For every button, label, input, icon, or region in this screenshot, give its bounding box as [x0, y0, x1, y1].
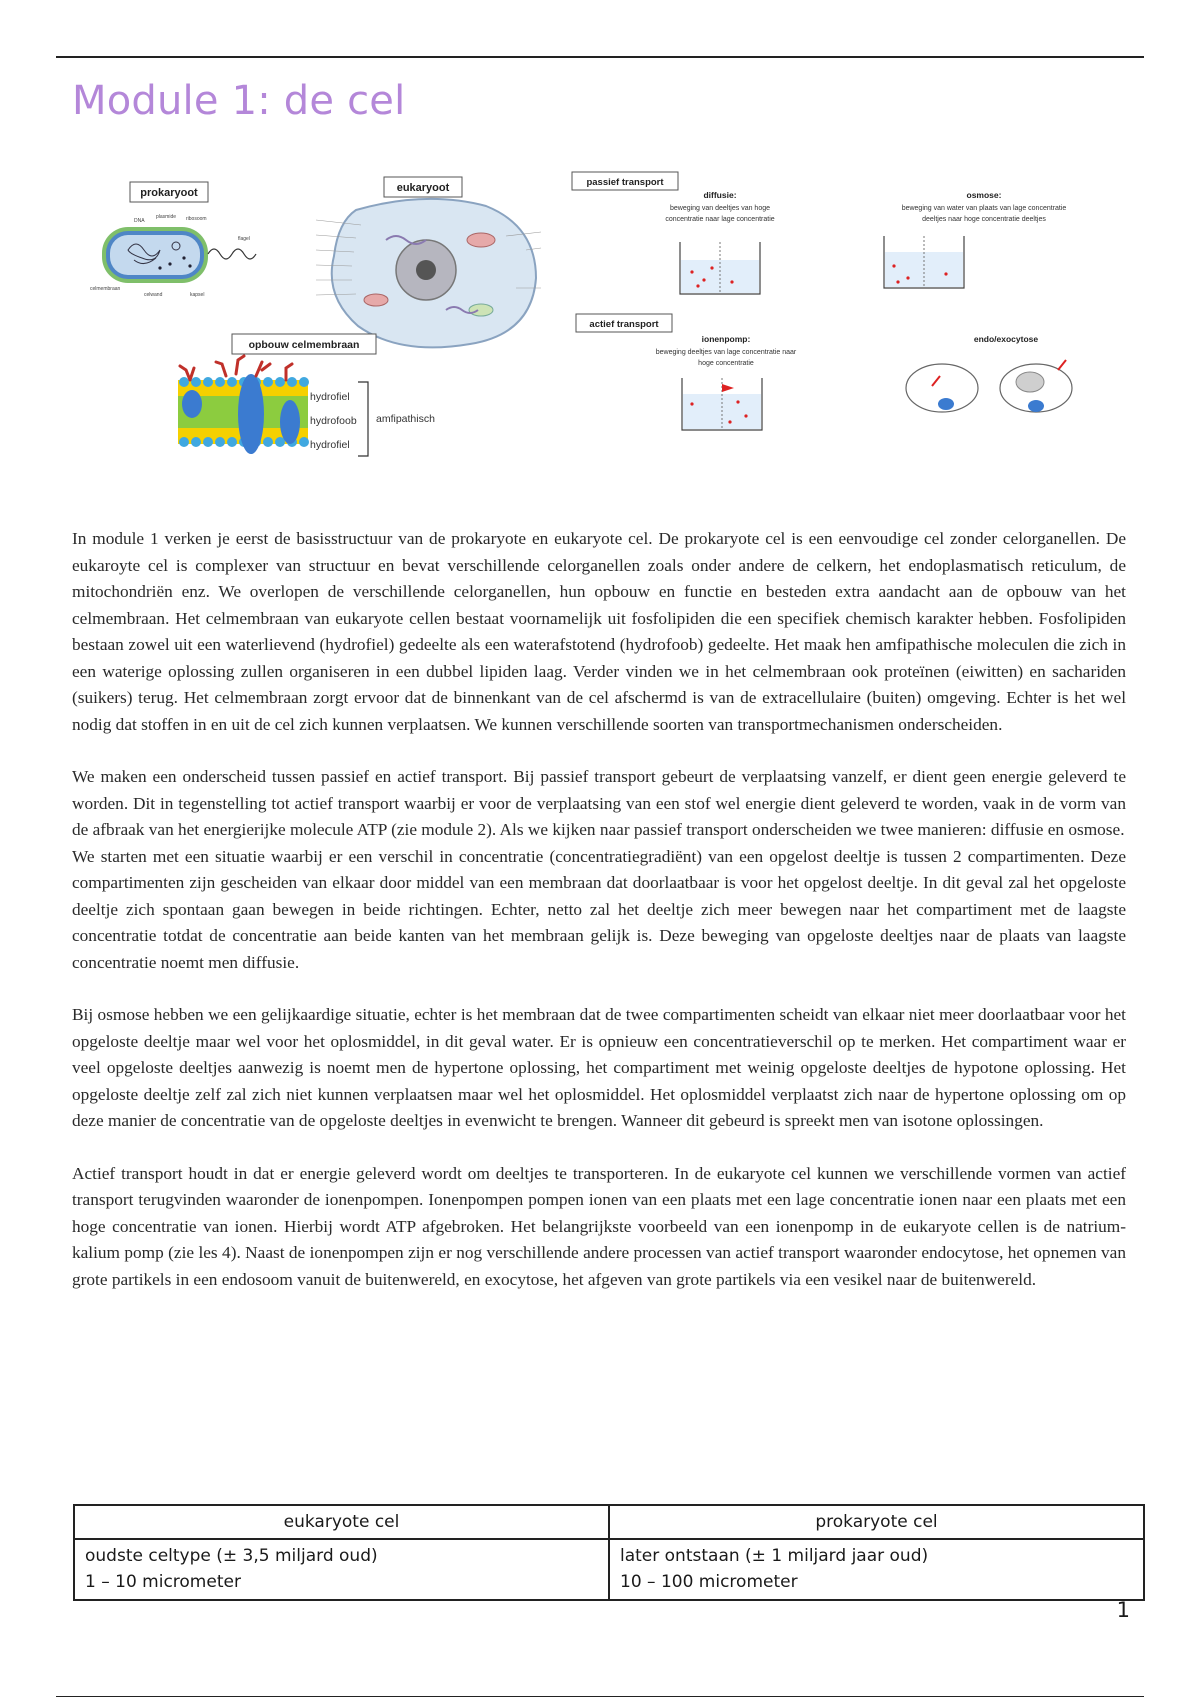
svg-text:flagel: flagel: [238, 236, 250, 242]
header-rule: [56, 56, 1144, 58]
svg-text:DNA: DNA: [134, 218, 145, 224]
paragraph-intro: In module 1 verken je eerst de basisstructuur van de prokaryote en eukaryote cel. De prokaryote cel is een eenvoudige cel zonder celorganellen. De eukaroyte cel is complexer van structuur en bevat verschillende celorganellen zoals onder andere de celkern, het endoplasmatisch reticulum, de mitochondriën enz. We overlopen de verschillende celorganellen, hun opbouw en functie en besteden extra aandacht aan de opbouw van het celmembraan. Het celmembraan van eukaryote cellen bestaat voornamelijk uit fosfolipiden die een specifiek chemisch karakter hebben. Fosfolipiden bestaan zowel uit een waterlievend (hydrofiel) gedeelte als een waterafstotend (hydrofoob) gedeelte. Het maak hen amfipathische moleculen die zich in een waterige oplossing zullen organiseren in een dubbel lipiden laag. Verder vinden we in het celmembraan ook proteïnen (eiwitten) en sachariden (suikers) terug. Het celmembraan zorgt ervoor dat de binnenkant van de cel afschermd is van de extracellulaire (buiten) omgeving. Echter is het wel nodig dat stoffen in en uit de cel zich kunnen verplaatsen. We kunnen verschillende soorten van transportmechanismen onderscheiden.: [72, 529, 1126, 734]
table-header-eukaryote: eukaryote cel: [74, 1505, 609, 1539]
svg-text:deeltjes naar hoge concentrati: deeltjes naar hoge concentratie deeltjes: [922, 216, 1046, 223]
membrane-diagram: [178, 334, 435, 456]
lipid-bilayer: [178, 356, 309, 454]
svg-text:osmose:: osmose:: [966, 190, 1002, 200]
page-number: 1: [1116, 1598, 1130, 1622]
eukaryote-diagram: [316, 177, 541, 347]
prokaryote-label: prokaryoot: [140, 187, 198, 199]
svg-text:celmembraan: celmembraan: [90, 286, 121, 292]
svg-text:concentratie naar lage concent: concentratie naar lage concentratie: [665, 216, 775, 223]
svg-text:hydrofoob: hydrofoob: [310, 415, 357, 427]
svg-text:beweging deeltjes van lage con: beweging deeltjes van lage concentratie naar: [655, 349, 797, 356]
module-body-text: [72, 526, 1126, 1319]
svg-text:diffusie:: diffusie:: [703, 190, 737, 200]
prokaryote-diagram: [90, 182, 256, 298]
svg-text:beweging van deeltjes van hoge: beweging van deeltjes van hoge: [669, 205, 771, 212]
figure-svg: [86, 170, 1130, 502]
cell-overview-figure: [86, 170, 1130, 502]
table-cell-prokaryote: later ontstaan (± 1 miljard jaar oud) 10 – 100 micrometer: [609, 1539, 1144, 1600]
eukaryote-label: eukaryoot: [396, 182, 450, 194]
svg-text:kapsel: kapsel: [190, 292, 205, 298]
paragraph-active-transport: Actief transport houdt in dat er energie geleverd wordt om deeltjes te transporteren. In de eukaryote cel kunnen we verschillende vormen van actief transport terugvinden waaronder de ionenpompen. Ionenpompen pompen ionen van een plaats met een lage concentratie ionen naar een plaats met een hoge concentratie van ionen. Hierbij wordt ATP afgebroken. Het belangrijkste voorbeeld van een ionenpomp in de eukaryote cellen is de natrium-kalium pomp (zie les 4). Naast de ionenpompen zijn er nog verschillende andere processen van actief transport waaronder endocytose, het opnemen van grote partikels in een endosoom vanuit de buitenwereld, en exocytose, het afgeven van grote partikels via een vesikel naar de buitenwereld.: [72, 1163, 1126, 1289]
svg-text:celwand: celwand: [144, 292, 163, 298]
svg-text:hydrofiel: hydrofiel: [310, 391, 350, 403]
svg-text:endo/exocytose: endo/exocytose: [973, 334, 1039, 344]
table-cell-eukaryote: oudste celtype (± 3,5 miljard oud) 1 – 10 micrometer: [74, 1539, 609, 1600]
active-transport-diagram: [576, 314, 1072, 430]
table-row: [74, 1539, 1144, 1600]
membrane-label: opbouw celmembraan: [248, 339, 360, 351]
passive-transport-diagram: [572, 172, 1066, 294]
paragraph-transport-types: We maken een onderscheid tussen passief en actief transport. Bij passief transport gebeurt de verplaatsing vanzelf, er dient geen energie geleverd te worden. Dit in tegenstelling tot actief transport waarbij er voor de verplaatsing van een stof wel energie dient geleverd te worden, vaak in de vorm van de afbraak van het energierijke molecule ATP (zie module 2). Als we kijken naar passief transport onderscheiden we twee manieren: diffusie en osmose.: [72, 767, 1126, 839]
page-title: Module 1: de cel: [72, 78, 406, 124]
amphipathic-label: amfipathisch: [376, 413, 435, 425]
paragraph-diffusion: We starten met een situatie waarbij er een verschil in concentratie (concentratiegradiënt) van een opgelost deeltje is tussen 2 compartimenten. Deze compartimenten zijn gescheiden van elkaar door middel van een membraan dat doorlaatbaar is voor het opgelost deeltje. In dit geval zal het opgeloste deeltje zich spontaan gaan bewegen in beide richtingen. Echter, netto zal het deeltje zich meer bewegen naar het compartiment met de laagste concentratie totdat de concentratie aan beide kanten van het membraan gelijk is. Deze beweging van opgeloste deeltjes naar de plaats van laagste concentratie noemt men diffusie.: [72, 846, 1126, 972]
svg-text:beweging van water van plaats: beweging van water van plaats van lage concentratie: [901, 205, 1067, 212]
active-transport-label: actief transport: [589, 319, 659, 330]
svg-text:ionenpomp:: ionenpomp:: [701, 334, 751, 344]
svg-text:hoge concentratie: hoge concentratie: [698, 360, 754, 367]
svg-text:hydrofiel: hydrofiel: [310, 439, 350, 451]
paragraph-osmosis: Bij osmose hebben we een gelijkaardige situatie, echter is het membraan dat de twee compartimenten scheidt van elkaar niet meer doorlaatbaar voor het opgeloste deeltje maar wel voor het oplosmiddel, in dit geval water. Er is opnieuw een concentratieverschil op te merken. Het compartiment waar er veel opgeloste deeltjes aanwezig is noemt men de hypertone oplossing, het compartiment met weinig opgeloste deeltjes de hypotone oplossing. Het opgeloste deeltje zelf zal zich niet kunnen verplaatsen maar wel het oplosmiddel. Het oplosmiddel verplaatst zich naar de hypertone oplossing om op deze manier de concentratie van de opgeloste deeltjes in evenwicht te brengen. Wanneer dit gebeurd is spreekt men van isotone oplossingen.: [72, 1005, 1126, 1130]
passive-transport-label: passief transport: [586, 177, 664, 188]
footer-rule: [56, 1696, 1144, 1697]
svg-text:ribosoom: ribosoom: [186, 216, 207, 222]
table-header-row: [74, 1505, 1144, 1539]
flagellum: [208, 249, 256, 259]
table-header-prokaryote: prokaryote cel: [609, 1505, 1144, 1539]
cell-comparison-table: [73, 1504, 1145, 1601]
svg-text:plasmide: plasmide: [156, 214, 177, 220]
